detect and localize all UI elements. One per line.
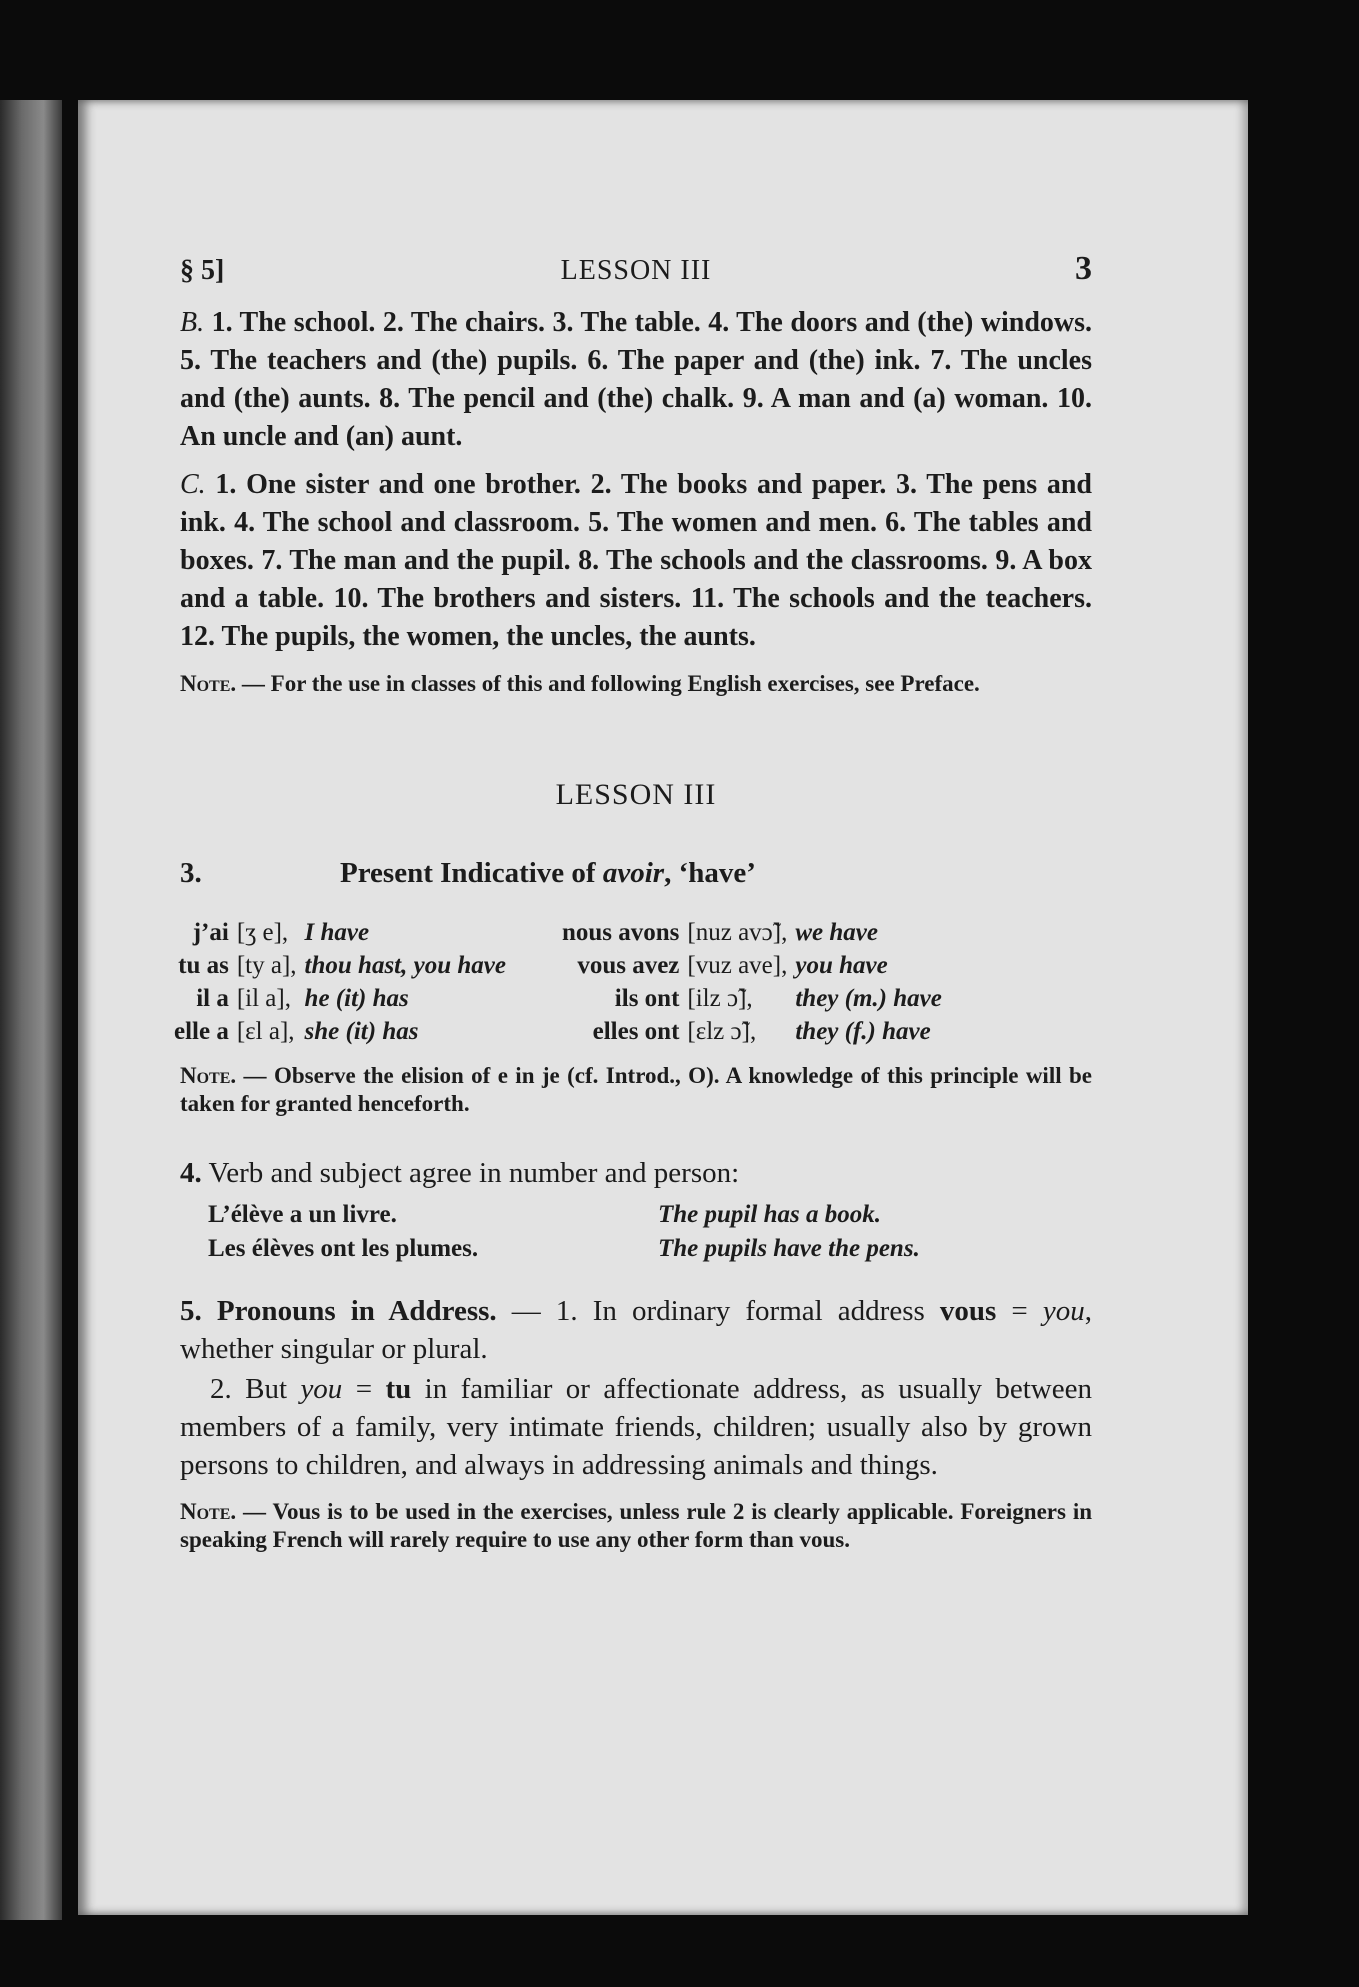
pronoun-verb: elles ont [592,1018,680,1045]
pronoun-verb: il a [196,985,229,1012]
rule-1-equals: = [996,1295,1043,1327]
translation: we have [795,919,878,946]
pronoun-verb: vous avez [577,952,680,979]
column-gap [510,916,558,949]
phonetic: [nuz avɔ̃], [687,919,788,946]
phonetic: [ilz ɔ̃], [687,985,753,1012]
section-5-rule-1 [180,1292,1092,1368]
note-label: Note. [180,1499,237,1524]
pronoun-verb: ils ont [614,985,680,1012]
rule-2-post: in familiar or affectionate address, as usually between members of a family, very intimate friends, children; usually also by grown persons to children, and always in addressing animals and things. [180,1373,1092,1481]
note-label: Note. [180,1063,237,1088]
column-gap [510,949,558,982]
section-reference: § 5] [180,255,225,286]
phonetic: [ɛlz ɔ̃], [687,1018,757,1045]
exercise-c-label: C. [180,469,206,500]
running-title: LESSON III [560,255,712,286]
translation: he (it) has [304,985,409,1012]
exercise-c-text: 1. One sister and one brother. 2. The books and paper. 3. The pens and ink. 4. The school and classroom. 5. The women and men. 6. The tables and boxes. 7. The man and the pupil. 8. The schools and the classrooms. 9. A box and a table. 10. The brothers and sisters. 11. The schools and the teachers. 12. The pupils, the women, the uncles, the aunts. [180,469,1093,652]
example-french: L’élève a un livre. [208,1201,397,1228]
rule-1-you: you [1042,1295,1085,1327]
example-english: The pupil has a book. [658,1201,881,1228]
column-gap [510,1015,558,1048]
previous-page-edge [0,100,62,1920]
column-gap [510,982,558,1015]
rule-2-you: you [300,1373,343,1405]
table-row [170,982,946,1015]
note-label: Note. [180,671,237,696]
agreement-examples [208,1198,1092,1266]
note-text: — Observe the elision of e in je (cf. Introd., O). A knowledge of this principle will be taken for granted henceforth. [180,1063,1092,1116]
table-row [170,1015,946,1048]
section-3-number: 3. [180,857,202,889]
section-3-title-verb: avoir [602,857,665,889]
translation: thou hast, you have [304,952,506,979]
phonetic: [il a], [236,985,291,1012]
note-text: — For the use in classes of this and following English exercises, see Preface. [236,671,980,696]
translation: I have [304,919,370,946]
section-3-title-pre: Present Indicative of [340,857,603,889]
conjugation-table [170,916,946,1048]
section-4-text: Verb and subject agree in number and person: [208,1157,740,1189]
section-3-title [340,854,1092,892]
pronoun-verb: elle a [174,1018,229,1045]
phonetic: [vuz ave], [687,952,788,979]
section-5-rule-2 [180,1370,1092,1484]
exercise-b-text: 1. The school. 2. The chairs. 3. The table. 4. The doors and (the) windows. 5. The teachers and (the) pupils. 6. The paper and (the) ink. 7. The uncles and (the) aunts. 8. The pencil and (the) chalk. 9. A man and (a) woman. 10. An uncle and (an) aunt. [180,307,1093,452]
section-3-title-post: , ‘have’ [664,857,756,889]
page-number: 3 [1074,250,1092,287]
pronoun-verb: j’ai [192,919,229,946]
lesson-heading: LESSON III [555,778,717,811]
rule-2-equals: = [342,1373,386,1405]
example-english: The pupils have the pens. [658,1235,920,1262]
rule-2-pre: 2. But [210,1373,301,1405]
book-page [78,100,1248,1915]
note-exercises [180,670,1092,698]
rule-2-tu: tu [385,1373,412,1405]
note-text: — Vous is to be used in the exercises, unless rule 2 is clearly applicable. Foreigners in speaking French will rarely require to use any other form than vous. [180,1499,1092,1552]
pronoun-verb: tu as [178,952,229,979]
rule-1-pre: — 1. In ordinary formal address [496,1295,940,1327]
note-elision [180,1062,1092,1118]
rule-1-vous: vous [939,1295,997,1327]
phonetic: [ʒ e], [236,919,289,946]
translation: they (f.) have [795,1018,931,1045]
note-vous [180,1498,1092,1554]
phonetic: [ty a], [236,952,297,979]
exercise-b [180,304,1092,456]
section-5-heading: Pronouns in Address. [216,1295,497,1327]
table-row [170,949,946,982]
pronoun-verb: nous avons [561,919,680,946]
rule-1-post: , whether singular or plural. [180,1295,1093,1365]
example-french: Les élèves ont les plumes. [208,1235,479,1262]
section-3-heading [180,854,1092,892]
page-content [174,250,1093,1554]
running-head [180,250,1092,290]
exercise-b-label: B. [180,307,205,338]
translation: you have [795,952,888,979]
exercise-c [180,466,1092,656]
section-4-number: 4. [180,1157,202,1189]
section-5-number: 5. [180,1295,202,1327]
table-row [170,916,946,949]
phonetic: [ɛl a], [236,1018,295,1045]
section-4 [180,1154,1092,1192]
translation: she (it) has [304,1018,419,1045]
translation: they (m.) have [795,985,942,1012]
